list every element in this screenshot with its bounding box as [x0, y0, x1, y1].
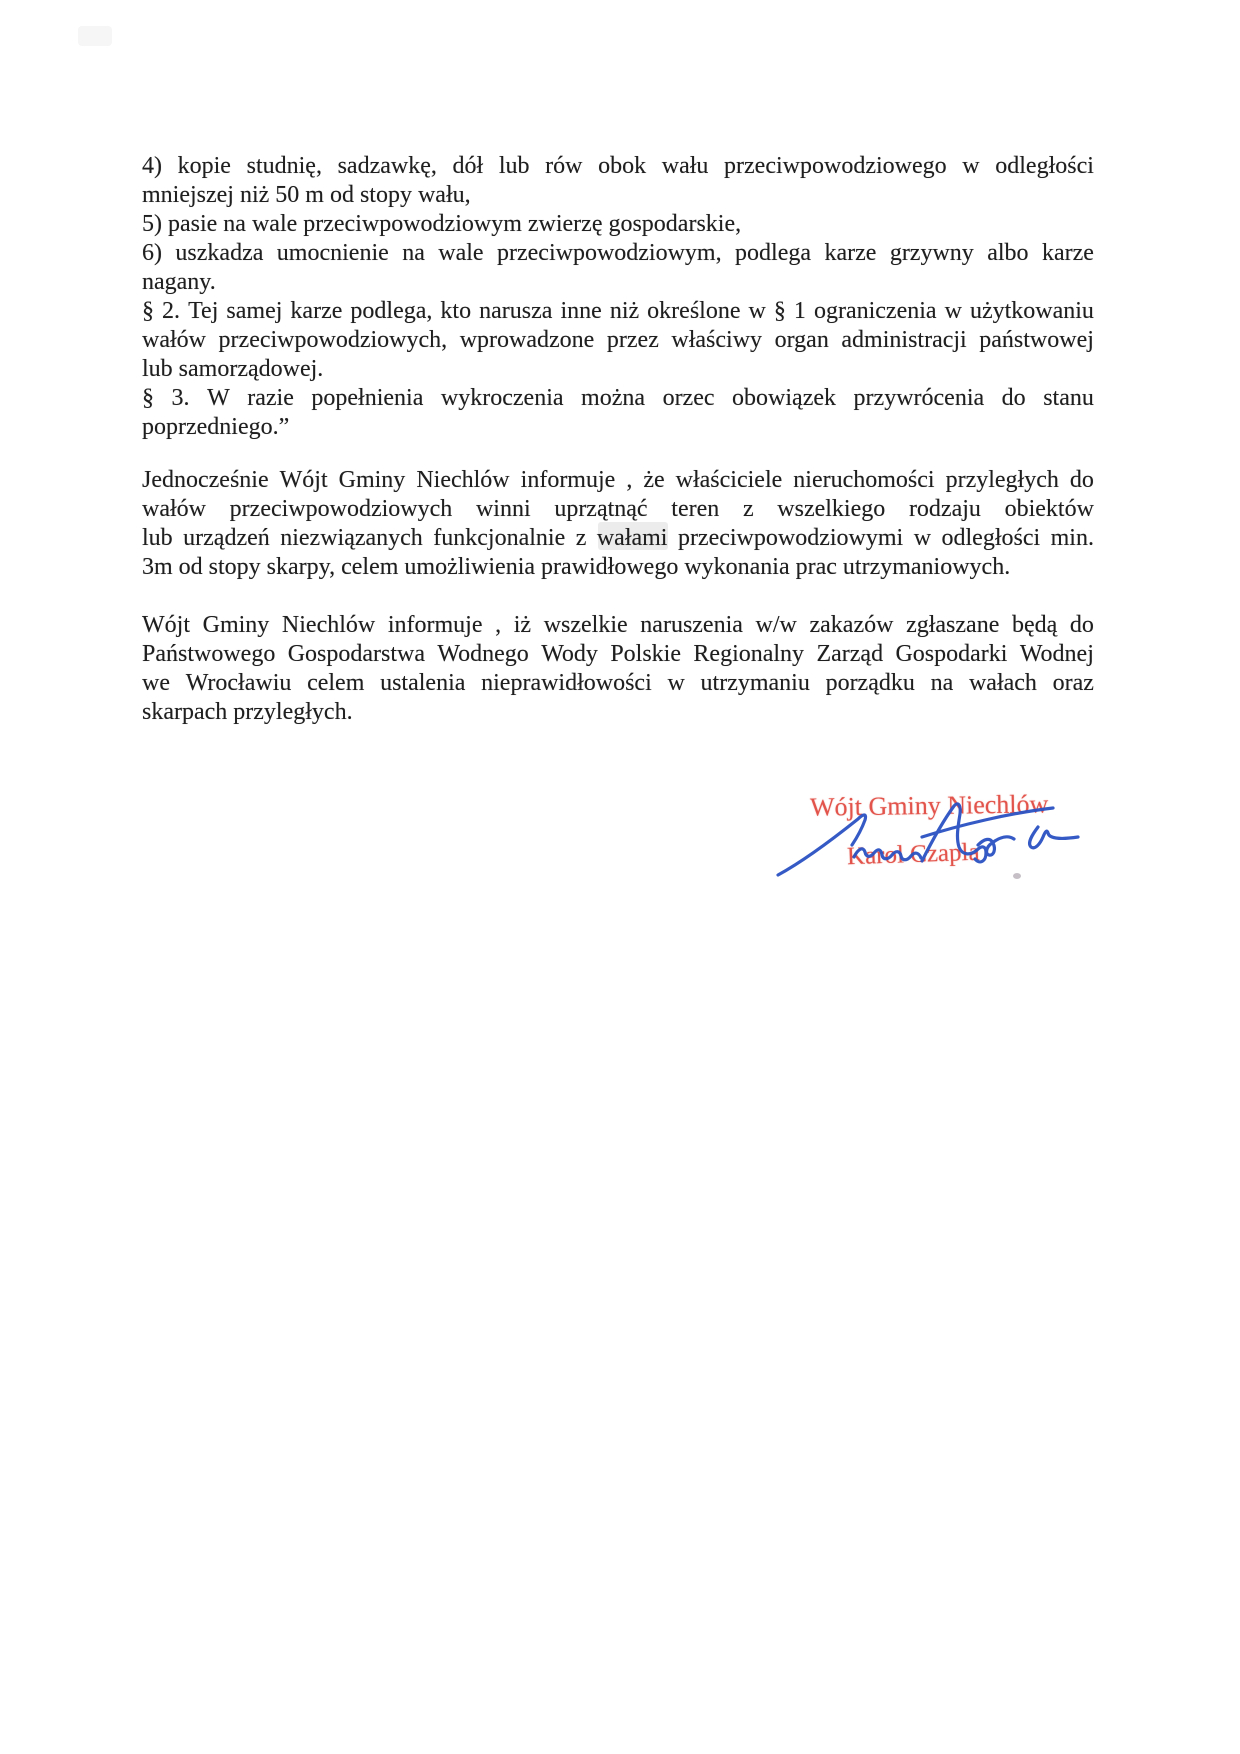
stamp-office-title: Wójt Gminy Niechlów	[809, 789, 1049, 822]
text-line: 5) pasie na wale przeciwpowodziowym zwierzę gospodarskie,	[142, 211, 742, 237]
ink-dot	[1013, 873, 1021, 879]
text-line: we Wrocławiu celem ustalenia nieprawidłowości w utrzymaniu porządku na wałach oraz	[142, 670, 1094, 696]
text-line: Państwowego Gospodarstwa Wodnego Wody Polskie Regionalny Zarząd Gospodarki Wodnej	[142, 641, 1094, 667]
text-line: § 2. Tej samej karze podlega, kto narusza inne niż określone w § 1 ograniczenia w użytkowaniu	[142, 298, 1094, 324]
text-line: 3m od stopy skarpy, celem umożliwienia prawidłowego wykonania prac utrzymaniowych.	[142, 554, 1011, 580]
text-line: skarpach przyległych.	[142, 699, 353, 725]
text-line: 6) uszkadza umocnienie na wale przeciwpowodziowym, podlega karze grzywny albo karze	[142, 240, 1094, 266]
text-line: nagany.	[142, 269, 216, 295]
text-line: poprzedniego.”	[142, 414, 290, 440]
scan-smudge-artifact	[78, 26, 112, 46]
text-line: Jednocześnie Wójt Gminy Niechlów informuje , że właściciele nieruchomości przyległych do	[142, 467, 1094, 493]
handwritten-signature-icon	[770, 793, 1100, 893]
paragraph-violations-notice	[142, 611, 1094, 727]
text-line: wałów przeciwpowodziowych winni uprzątnąć teren z wszelkiego rodzaju obiektów	[142, 496, 1094, 522]
text-line: 4) kopie studnię, sadzawkę, dół lub rów obok wału przeciwpowodziowego w odległości	[142, 153, 1094, 179]
text-line: wałów przeciwpowodziowych, wprowadzone przez właściwy organ administracji państwowej	[142, 327, 1094, 353]
text-line: lub urządzeń niezwiązanych funkcjonalnie z wałami przeciwpowodziowymi w odległości min.	[142, 525, 1094, 551]
text-line: lub samorządowej.	[142, 356, 324, 382]
text-line: Wójt Gminy Niechlów informuje , iż wszelkie naruszenia w/w zakazów zgłaszane będą do	[142, 612, 1094, 638]
signature-block	[770, 788, 1100, 893]
stamp-signer-name: Karol Czapla	[846, 838, 981, 871]
paragraph-cleanup-notice	[142, 466, 1094, 582]
paragraph-legal-excerpt	[142, 152, 1094, 442]
text-line: mniejszej niż 50 m od stopy wału,	[142, 182, 471, 208]
text-line: § 3. W razie popełnienia wykroczenia można orzec obowiązek przywrócenia do stanu	[142, 385, 1094, 411]
